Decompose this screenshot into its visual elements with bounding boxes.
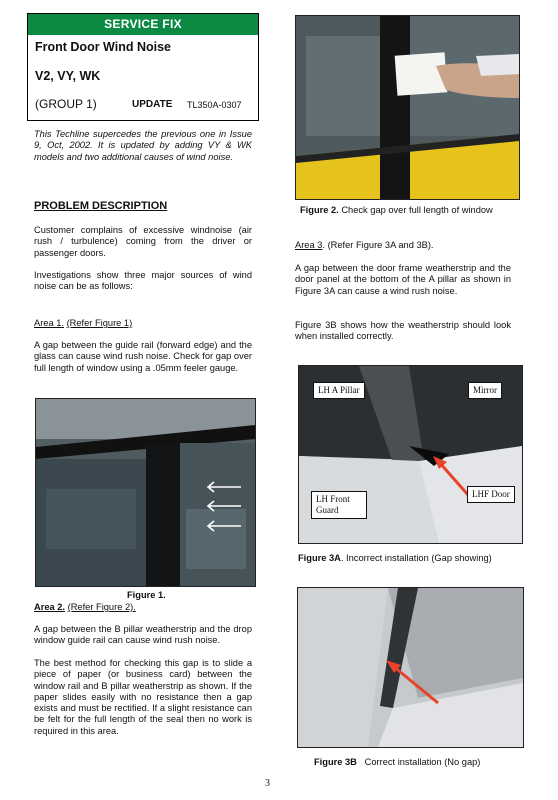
area3-paragraph-2: Figure 3B shows how the weatherstrip should look when installed correctly.	[295, 320, 511, 342]
area1-heading	[34, 318, 132, 328]
problem-heading: PROBLEM DESCRIPTION	[34, 200, 168, 212]
area3-heading	[295, 240, 434, 250]
figure3b-photo	[297, 587, 524, 748]
figure3b-caption	[314, 757, 480, 767]
figure3b-image	[298, 588, 523, 747]
figure2-photo	[295, 15, 520, 200]
label-lh-front-guard: LH Front Guard	[311, 491, 367, 519]
document-title: Front Door Wind Noise	[35, 40, 171, 54]
area3-label: Area 3	[295, 240, 323, 250]
update-label: UPDATE	[132, 99, 173, 110]
figure3b-caption-label: Figure 3B	[314, 757, 357, 767]
figure1-caption: Figure 1.	[127, 590, 166, 600]
area1-paragraph: A gap between the guide rail (forward edge) and the glass can cause wind rush noise. Check for gap over full length of window using a .05mm feeler gauge.	[34, 340, 252, 373]
figure2-caption	[300, 205, 493, 215]
problem-paragraph-2: Investigations show three major sources of wind noise can be as follows:	[34, 270, 252, 292]
group-label: (GROUP 1)	[35, 97, 97, 111]
label-mirror: Mirror	[468, 382, 502, 399]
figure3a-caption-text: . Incorrect installation (Gap showing)	[340, 553, 492, 563]
area1-ref: (Refer Figure 1)	[66, 318, 133, 328]
figure1-image	[36, 399, 255, 586]
figure3a-caption	[298, 553, 492, 563]
figure3b-caption-text: Correct installation (No gap)	[356, 757, 481, 767]
area3-paragraph-1: A gap between the door frame weatherstrip and the door panel at the bottom of the A pillar as shown in Figure 3A can cause a wind rush noise.	[295, 263, 511, 296]
area3-ref: . (Refer Figure 3A and 3B).	[322, 240, 434, 250]
figure2-caption-text: Check gap over full length of window	[338, 205, 493, 215]
figure2-caption-label: Figure 2.	[300, 205, 339, 215]
area2-paragraph-1: A gap between the B pillar weatherstrip and the drop window guide rail can cause wind rush noise.	[34, 624, 252, 646]
area2-paragraph-2: The best method for checking this gap is to slide a piece of paper (or business card) between the window rail and B pillar weatherstrip as shown. If the paper slides easily with no resistance then a gap exists and must be rectified. If a slight resistance can be felt for the full length of the seal then no work is required in this area.	[34, 658, 252, 736]
figure2-image	[296, 16, 519, 199]
techline-code: TL350A-0307	[187, 100, 242, 110]
models: V2, VY, WK	[35, 69, 101, 83]
service-fix-banner: SERVICE FIX	[28, 14, 258, 35]
area2-ref: (Refer Figure 2).	[67, 602, 136, 612]
area2-label: Area 2.	[34, 602, 66, 612]
figure1-photo	[35, 398, 256, 587]
area2-heading	[34, 602, 136, 612]
area1-label: Area 1.	[34, 318, 64, 328]
label-lhf-door: LHF Door	[467, 486, 515, 503]
figure3a-photo	[298, 365, 523, 544]
figure3a-caption-label: Figure 3A	[298, 553, 341, 563]
problem-paragraph-1: Customer complains of excessive windnoise (air rush / turbulence) coming from the driver or passenger doors.	[34, 225, 252, 258]
page-number: 3	[265, 778, 270, 789]
header-box	[27, 13, 259, 121]
intro-paragraph: This Techline supercedes the previous one in Issue 9, Oct, 2002. It is updated by adding VY & WK models and two additional causes of wind noise.	[34, 129, 252, 162]
label-lh-a-pillar: LH A Pillar	[313, 382, 365, 399]
